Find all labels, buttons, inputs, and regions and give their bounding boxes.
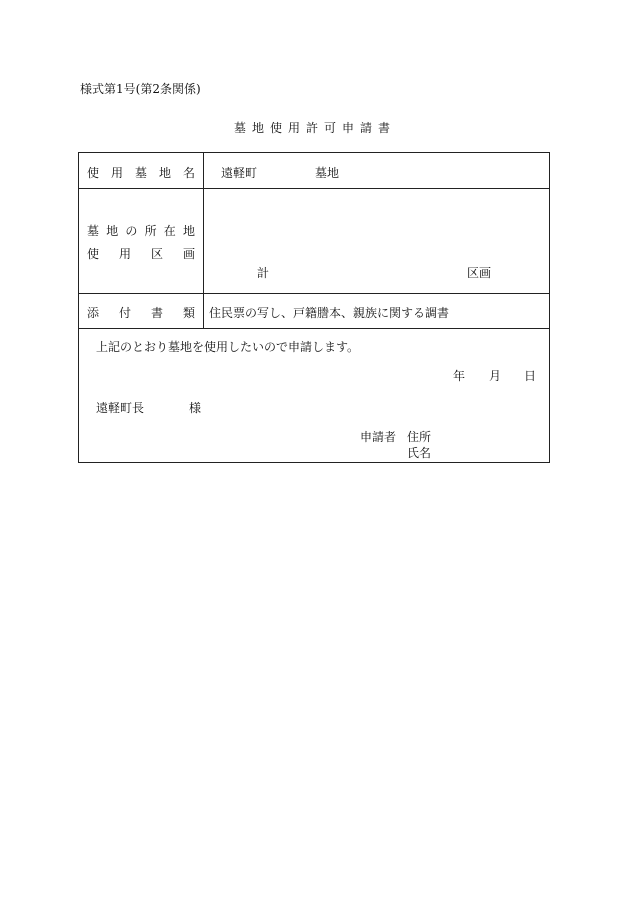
cemetery-location-label — [87, 222, 195, 239]
addressee: 遠軽町長 — [96, 401, 145, 415]
plot-area-label — [87, 245, 195, 262]
label-char: 付 — [118, 306, 131, 320]
label-char: 地 — [106, 224, 119, 238]
applicant-label: 申請者 — [360, 430, 397, 444]
label-char: 地 — [182, 224, 195, 238]
label-char: 地 — [158, 166, 171, 180]
label-char: の — [125, 224, 138, 238]
label-char: 区 — [150, 247, 163, 261]
cemetery-name-label — [87, 164, 195, 181]
applicant-name-label: 氏名 — [407, 446, 432, 460]
label-char: 墓 — [134, 166, 147, 180]
label-char: 名 — [182, 166, 195, 180]
plot-unit-label: 区画 — [467, 266, 492, 280]
row-divider — [79, 188, 549, 189]
application-form-table — [78, 152, 550, 463]
label-char: 使 — [87, 166, 100, 180]
label-char: 画 — [182, 247, 195, 261]
form-number: 様式第1号(第2条関係) — [80, 82, 201, 96]
label-char: 使 — [87, 247, 100, 261]
cemetery-town: 遠軽町 — [221, 166, 258, 180]
label-char: 用 — [118, 247, 131, 261]
honorific: 様 — [189, 401, 202, 415]
label-char: 類 — [182, 306, 195, 320]
date-day-label: 日 — [524, 369, 537, 383]
date-month-label: 月 — [489, 369, 502, 383]
applicant-address-label: 住所 — [407, 430, 432, 444]
cemetery-suffix: 墓地 — [315, 166, 340, 180]
label-char: 書 — [150, 306, 163, 320]
row-divider — [79, 293, 549, 294]
application-statement: 上記のとおり墓地を使用したいので申請します。 — [96, 340, 360, 354]
label-char: 添 — [87, 306, 100, 320]
label-char: 在 — [163, 224, 176, 238]
column-divider — [203, 153, 204, 328]
document-title: 墓地使用許可申請書 — [233, 121, 396, 135]
label-char: 所 — [144, 224, 157, 238]
attachments-label — [87, 304, 195, 321]
attachments-value: 住民票の写し、戸籍謄本、親族に関する調書 — [209, 306, 450, 320]
label-char: 用 — [110, 166, 123, 180]
row-divider — [79, 328, 549, 329]
date-year-label: 年 — [453, 369, 466, 383]
total-label: 計 — [257, 266, 270, 280]
label-char: 墓 — [87, 224, 100, 238]
